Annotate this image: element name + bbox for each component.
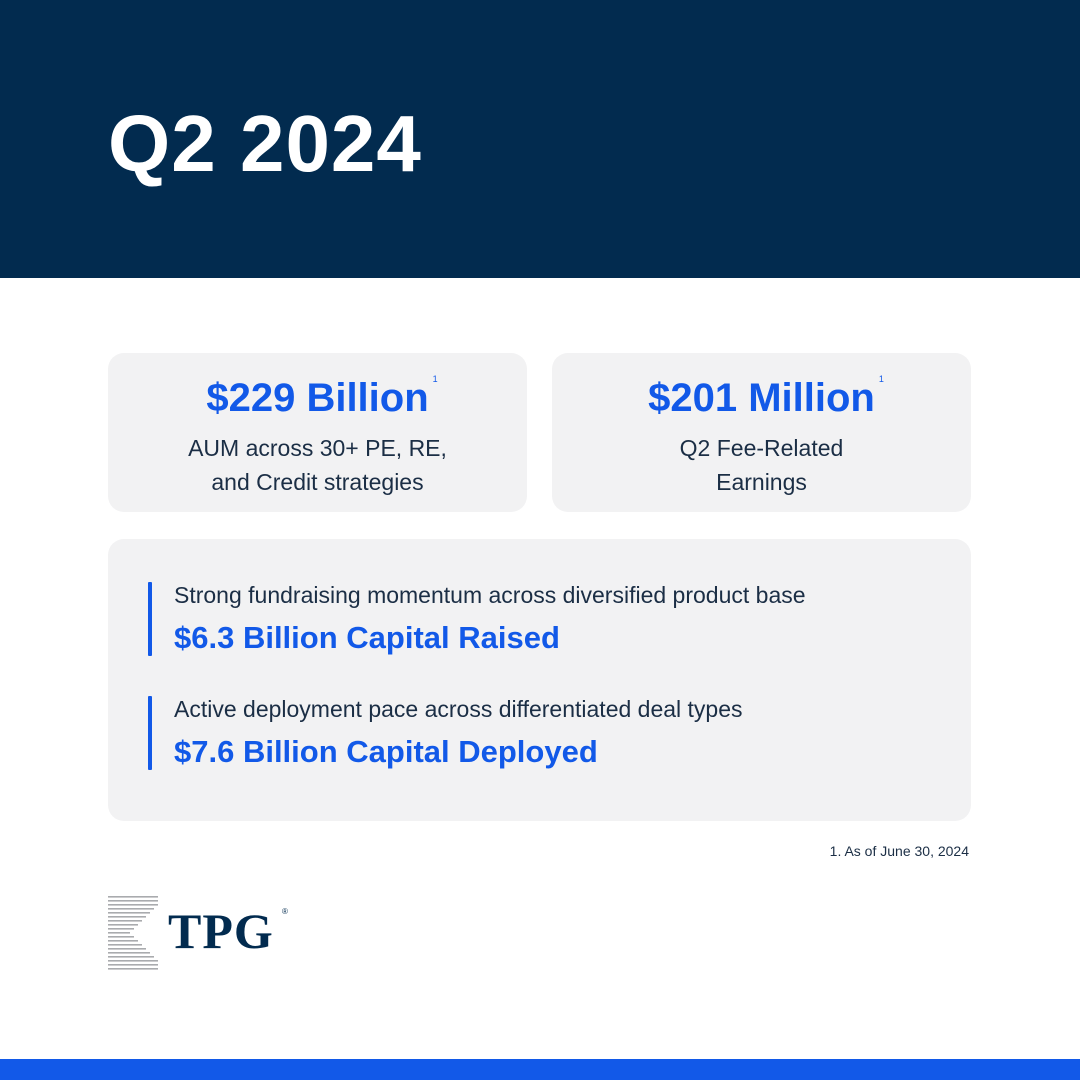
fee-earnings-value: $201 Million 1	[648, 374, 884, 420]
aum-value: $229 Billion 1	[206, 374, 438, 420]
highlight-text: Strong fundraising momentum across diversified product base	[174, 582, 806, 608]
page-title: Q2 2024	[108, 99, 422, 188]
aum-stat	[108, 0, 527, 520]
highlight-value: $6.3 Billion Capital Raised	[174, 620, 560, 655]
registered-mark: ®	[282, 907, 288, 916]
accent-bar	[148, 696, 152, 770]
footnote: 1. As of June 30, 2024	[829, 843, 969, 859]
bottom-accent-bar	[0, 1059, 1080, 1080]
aum-description-line: and Credit strategies	[211, 469, 424, 495]
footnote-marker: 1	[878, 374, 884, 384]
accent-bar	[148, 582, 152, 656]
aum-description-line: AUM across 30+ PE, RE,	[188, 435, 447, 461]
tpg-logo-text: TPG	[168, 903, 274, 959]
highlight-value: $7.6 Billion Capital Deployed	[174, 734, 598, 769]
highlight-text: Active deployment pace across differentiated deal types	[174, 696, 743, 722]
fee-earnings-description	[552, 431, 971, 499]
aum-description	[108, 431, 527, 499]
fee-earnings-stat	[552, 0, 971, 520]
fee-earnings-description-line: Q2 Fee-Related	[679, 435, 844, 461]
footnote-marker: 1	[432, 374, 438, 384]
fee-earnings-description-line: Earnings	[716, 469, 807, 495]
